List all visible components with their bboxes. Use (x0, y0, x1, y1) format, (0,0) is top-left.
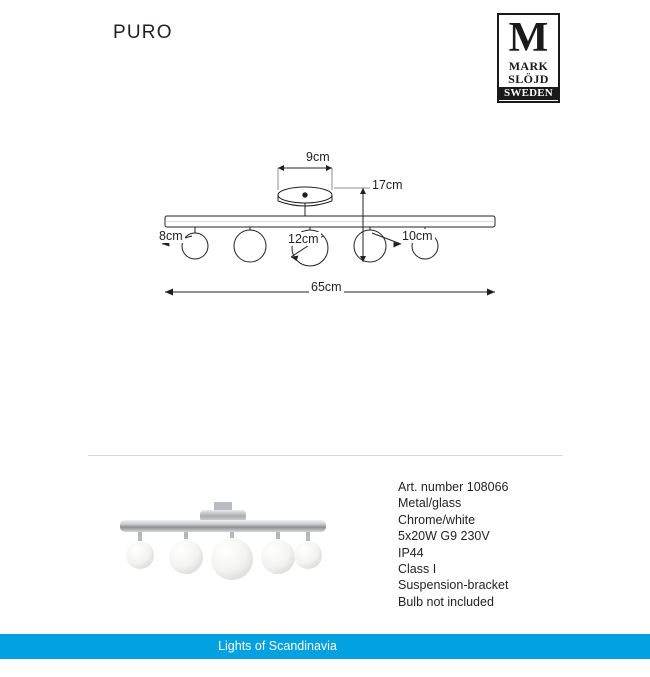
dimension-label-spacing: 10cm (402, 229, 433, 243)
spec-ip-rating: IP44 (398, 545, 424, 560)
spec-color: Chrome/white (398, 512, 476, 527)
dimension-label-height: 17cm (372, 178, 403, 192)
specification-list (398, 479, 509, 610)
product-photo-svg (92, 488, 382, 598)
spec-wattage: 5x20W G9 230V (398, 529, 490, 544)
footer-tagline: Lights of Scandinavia (218, 639, 337, 653)
dimension-label-canopy-width: 9cm (306, 150, 330, 164)
brand-name-line2: SLÖJD (508, 72, 549, 86)
dimension-label-sphere-small: 8cm (159, 229, 183, 243)
brand-country: SWEDEN (499, 87, 558, 100)
section-divider (88, 455, 563, 456)
dimension-label-drop: 12cm (288, 232, 319, 246)
brand-logo (497, 13, 560, 103)
spec-bulb-note: Bulb not included (398, 594, 494, 609)
spec-article-number: Art. number 108066 (398, 480, 509, 494)
page-title: PURO (113, 22, 173, 43)
dimension-label-length: 65cm (311, 280, 342, 294)
brand-monogram: M (508, 15, 549, 61)
spec-mounting: Suspension-bracket (398, 578, 509, 593)
technical-drawing (120, 140, 540, 320)
spec-class: Class I (398, 562, 437, 577)
spec-material: Metal/glass (398, 496, 462, 511)
product-photo (92, 488, 382, 598)
brand-name-line1: MARK (508, 59, 549, 73)
